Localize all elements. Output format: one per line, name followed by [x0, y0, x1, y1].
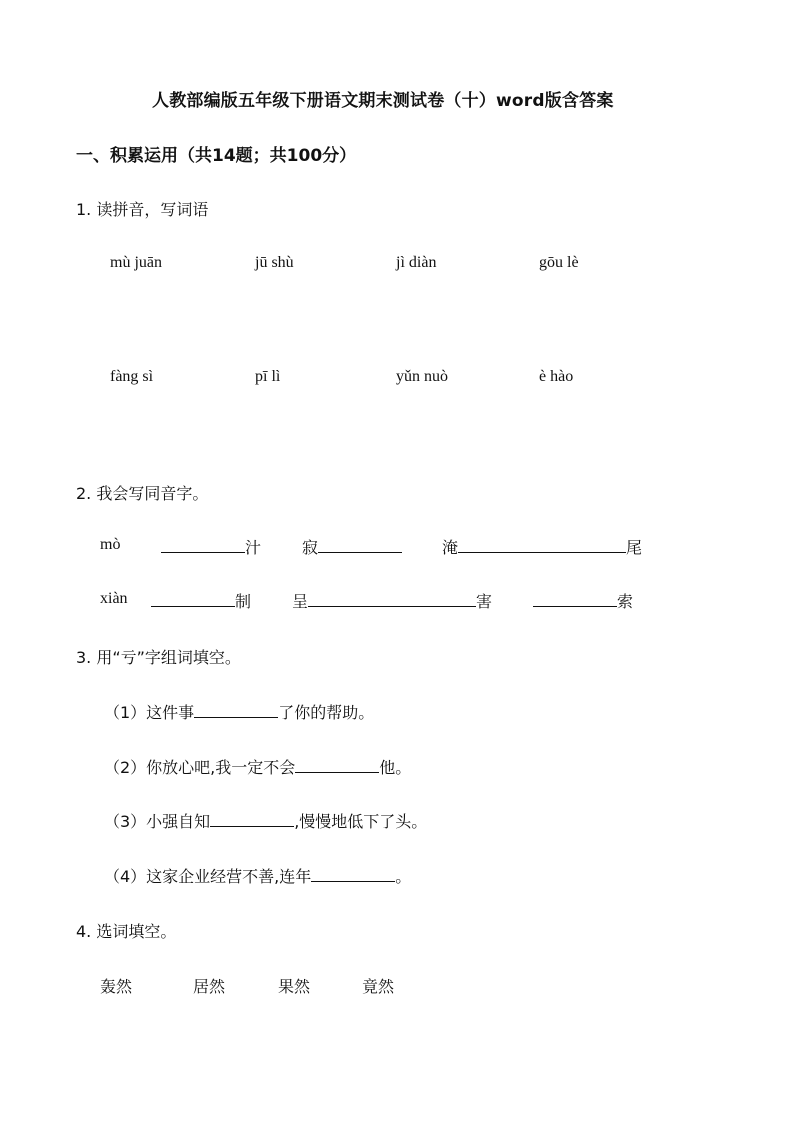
- question-2-label: 2. 我会写同音字。: [76, 484, 209, 503]
- section-heading: 一、积累运用（共14题；共100分）: [76, 146, 357, 166]
- q2-fill-item: 寂: [302, 535, 402, 558]
- pinyin-item: è hào: [539, 368, 574, 385]
- q2-pinyin: mò: [100, 536, 121, 553]
- q2-fill-item: 淹 尾: [442, 538, 643, 557]
- word-choice: 轰然: [100, 977, 133, 996]
- answer-blank[interactable]: [295, 756, 379, 773]
- word-choice: 居然: [193, 977, 226, 996]
- answer-blank[interactable]: [161, 536, 245, 553]
- word-choice: 果然: [278, 977, 311, 996]
- document-title: 人教部编版五年级下册语文期末测试卷（十）word版含答案: [152, 91, 614, 111]
- question-1-label: 1. 读拼音，写词语: [76, 200, 209, 219]
- pinyin-item: pī lì: [255, 368, 281, 385]
- q2-pinyin: xiàn: [100, 590, 128, 607]
- answer-blank[interactable]: [458, 536, 626, 553]
- answer-blank[interactable]: [210, 810, 294, 827]
- q3-item: （2）你放心吧,我一定不会 他。: [104, 758, 412, 777]
- question-3-label: 3. 用“亏”字组词填空。: [76, 648, 241, 667]
- q2-fill-item: 索: [533, 589, 633, 612]
- q3-item: （1）这件事 了你的帮助。: [104, 703, 375, 722]
- q2-fill-item: 汁: [161, 535, 261, 558]
- q2-fill-item: 呈 害: [292, 592, 493, 611]
- pinyin-item: jū shù: [255, 254, 294, 271]
- pinyin-item: gōu lè: [539, 254, 579, 271]
- answer-blank[interactable]: [318, 536, 402, 553]
- q3-item: （3）小强自知 ,慢慢地低下了头。: [104, 812, 428, 831]
- word-choice: 竟然: [362, 977, 395, 996]
- pinyin-item: jì diàn: [396, 254, 437, 271]
- answer-blank[interactable]: [311, 865, 395, 882]
- q3-item: （4）这家企业经营不善,连年 。: [104, 867, 412, 886]
- pinyin-item: mù juān: [110, 254, 162, 271]
- answer-blank[interactable]: [308, 590, 476, 607]
- question-4-label: 4. 选词填空。: [76, 922, 177, 941]
- answer-blank[interactable]: [151, 590, 235, 607]
- answer-blank[interactable]: [194, 701, 278, 718]
- answer-blank[interactable]: [533, 590, 617, 607]
- q2-fill-item: 制: [151, 589, 251, 612]
- pinyin-item: fàng sì: [110, 368, 154, 385]
- pinyin-item: yǔn nuò: [396, 368, 448, 385]
